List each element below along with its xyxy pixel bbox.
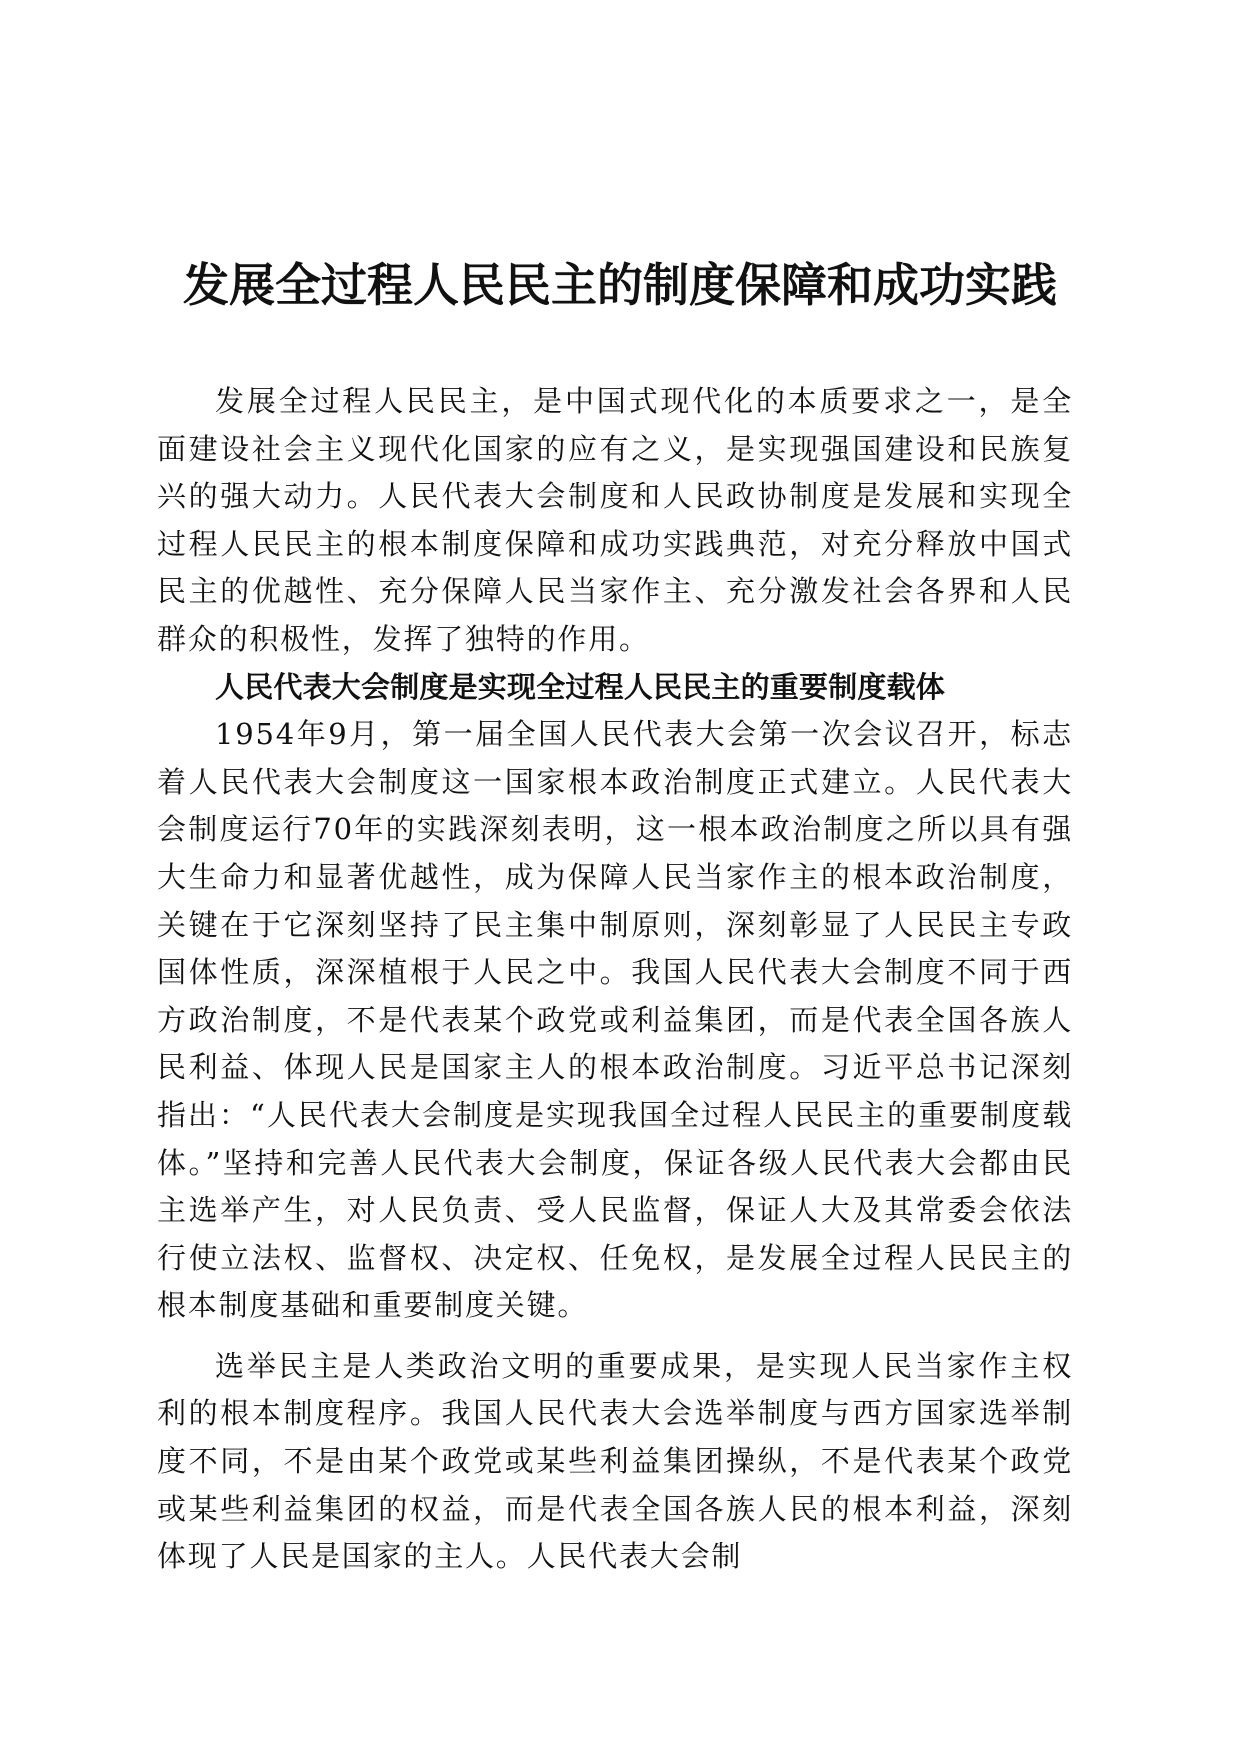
- document-title: 发展全过程人民民主的制度保障和成功实践: [183, 258, 1057, 312]
- section-heading: 人民代表大会制度是实现全过程人民民主的重要制度载体: [215, 669, 946, 704]
- paragraph-intro: 发展全过程人民民主，是中国式现代化的本质要求之一，是全面建设社会主义现代化国家的应有之义，是实现强国建设和民族复兴的强大动力。人民代表大会制度和人民政协制度是发展和实现全过程人民民主的根本制度保障和成功实践典范，对充分释放中国式民主的优越性、充分保障人民当家作主、充分激发社会各界和人民群众的积极性，发挥了独特的作用。: [157, 384, 1073, 656]
- paragraph-electoral-democracy: 选举民主是人类政治文明的重要成果，是实现人民当家作主权利的根本制度程序。我国人民代表大会选举制度与西方国家选举制度不同，不是由某个政党或某些利益集团操纵，不是代表某个政党或某些利益集团的权益，而是代表全国各族人民的根本利益，深刻体现了人民是国家的主人。人民代表大会制: [157, 1348, 1073, 1574]
- document-body: [157, 378, 1073, 1581]
- paragraph-npc-history: 1954年9月，第一届全国人民代表大会第一次会议召开，标志着人民代表大会制度这一国家根本政治制度正式建立。人民代表大会制度运行70年的实践深刻表明，这一根本政治制度之所以具有强大生命力和显著优越性，成为保障人民当家作主的根本政治制度，关键在于它深刻坚持了民主集中制原则，深刻彰显了人民民主专政国体性质，深深植根于人民之中。我国人民代表大会制度不同于西方政治制度，不是代表某个政党或利益集团，而是代表全国各族人民利益、体现人民是国家主人的根本政治制度。习近平总书记深刻指出：“人民代表大会制度是实现我国全过程人民民主的重要制度载体。”坚持和完善人民代表大会制度，保证各级人民代表大会都由民主选举产生，对人民负责、受人民监督，保证人大及其常委会依法行使立法权、监督权、决定权、任免权，是发展全过程人民民主的根本制度基础和重要制度关键。: [157, 717, 1073, 1323]
